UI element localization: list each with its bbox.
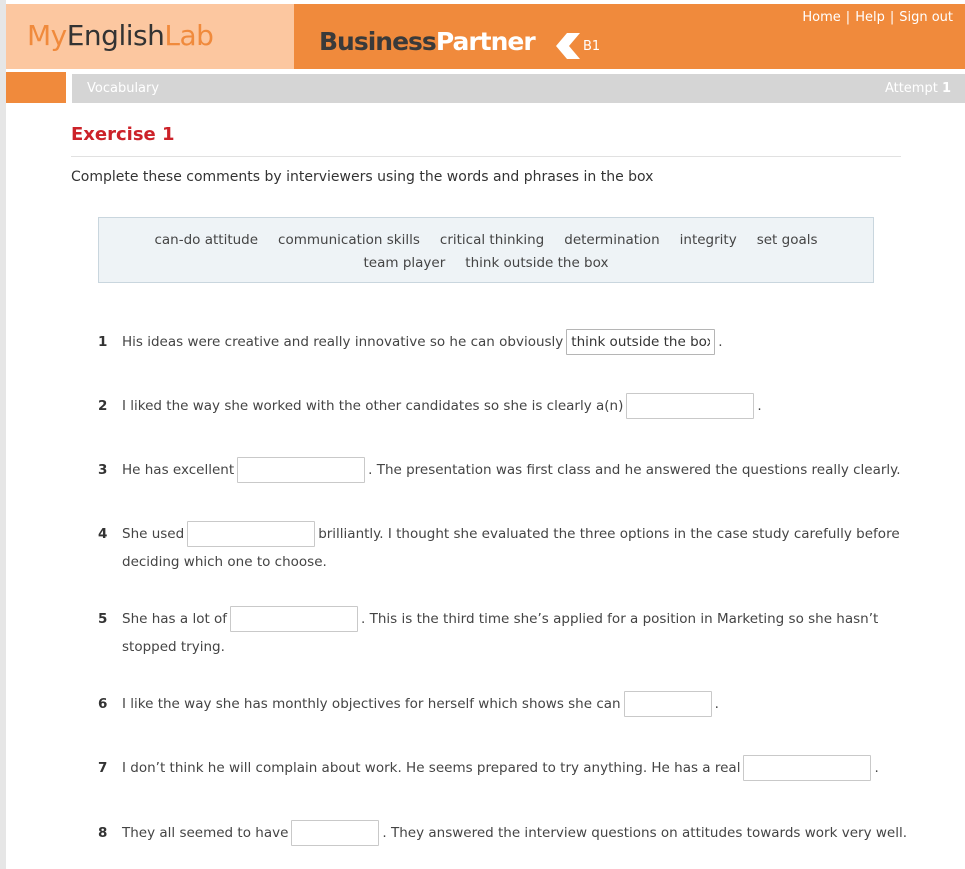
question-text-before: I don’t think he will complain about work. He seems prepared to try anything. He has a real <box>122 760 741 776</box>
answer-input-1[interactable] <box>566 329 715 355</box>
answer-input-6[interactable] <box>624 691 712 717</box>
question-text-after: . This is the third time she’s applied for a position in Marketing so she hasn’t <box>361 611 879 627</box>
product-title-business: Business <box>319 27 436 56</box>
link-separator: | <box>845 10 851 25</box>
question-text-after: . <box>718 334 723 350</box>
product-panel <box>294 4 965 69</box>
answer-input-5[interactable] <box>230 606 358 632</box>
question-text <box>122 819 907 847</box>
question-text-before: He has excellent <box>122 462 235 478</box>
word-box-line-1 <box>99 232 873 248</box>
logo-my: My <box>27 19 67 52</box>
question-text <box>122 520 900 576</box>
left-page-rule <box>0 0 6 869</box>
question-number: 3 <box>98 462 108 478</box>
question-text-after: brilliantly. I thought she evaluated the three options in the case study carefully before <box>318 526 900 542</box>
home-link[interactable]: Home <box>802 10 841 25</box>
question-text-continued: stopped trying. <box>122 639 225 655</box>
question-number: 7 <box>98 760 108 776</box>
question-number: 4 <box>98 526 108 542</box>
attempt-indicator <box>885 81 951 96</box>
answer-input-4[interactable] <box>187 521 315 547</box>
question-text-before: His ideas were creative and really innovative so he can obviously <box>122 334 564 350</box>
question-text-before: She has a lot of <box>122 611 228 627</box>
question-text <box>122 690 719 718</box>
attempt-number: 1 <box>941 81 951 96</box>
chevron-left-icon <box>556 33 580 59</box>
word-option: set goals <box>756 232 818 248</box>
answer-input-7[interactable] <box>743 755 871 781</box>
question-text-before: She used <box>122 526 185 542</box>
exercise-instruction: Complete these comments by interviewers using the words and phrases in the box <box>71 169 654 185</box>
word-option: determination <box>564 232 660 248</box>
question-number: 2 <box>98 398 108 414</box>
question-text-after: . They answered the interview questions on attitudes towards work very well. <box>382 825 907 841</box>
product-title <box>319 27 535 56</box>
word-option: critical thinking <box>439 232 545 248</box>
logo-lab: Lab <box>164 19 214 52</box>
question-text-before: I liked the way she worked with the other candidates so she is clearly a(n) <box>122 398 624 414</box>
link-separator: | <box>889 10 895 25</box>
question-text-after: . The presentation was first class and he answered the questions really clearly. <box>368 462 901 478</box>
word-box-line-2 <box>99 255 873 271</box>
answer-input-2[interactable] <box>626 393 754 419</box>
question-text <box>122 456 901 484</box>
logo-english: English <box>66 19 165 52</box>
question-text-after: . <box>714 696 719 712</box>
myenglishlab-logo[interactable] <box>27 19 213 52</box>
product-title-partner: Partner <box>435 27 535 56</box>
question-number: 1 <box>98 334 108 350</box>
question-text-after: . <box>757 398 762 414</box>
title-divider <box>71 156 901 157</box>
brand-panel <box>6 4 294 69</box>
question-text-after: . <box>874 760 879 776</box>
question-number: 8 <box>98 825 108 841</box>
question-text-continued: deciding which one to choose. <box>122 554 327 570</box>
attempt-label: Attempt <box>884 81 938 96</box>
word-option: team player <box>363 255 446 271</box>
word-box <box>98 217 874 283</box>
question-text <box>122 328 723 356</box>
question-text <box>122 754 879 782</box>
word-option: integrity <box>679 232 737 248</box>
question-text <box>122 392 762 420</box>
question-text-before: I like the way she has monthly objectives for herself which shows she can <box>122 696 621 712</box>
question-number: 5 <box>98 611 108 627</box>
answer-input-3[interactable] <box>237 457 365 483</box>
level-badge <box>556 33 600 59</box>
word-option: communication skills <box>278 232 420 248</box>
word-option: think outside the box <box>465 255 609 271</box>
top-links <box>802 10 953 25</box>
sub-bar <box>72 74 965 103</box>
question-number: 6 <box>98 696 108 712</box>
word-option: can-do attitude <box>154 232 259 248</box>
sign-out-link[interactable]: Sign out <box>899 10 953 25</box>
question-text-before: They all seemed to have <box>122 825 289 841</box>
answer-input-8[interactable] <box>291 820 379 846</box>
section-label: Vocabulary <box>87 81 160 96</box>
exercise-title: Exercise 1 <box>71 124 175 145</box>
question-text <box>122 605 878 661</box>
help-link[interactable]: Help <box>855 10 885 25</box>
level-text: B1 <box>583 38 601 54</box>
orange-tab <box>6 72 66 103</box>
header <box>6 4 965 69</box>
